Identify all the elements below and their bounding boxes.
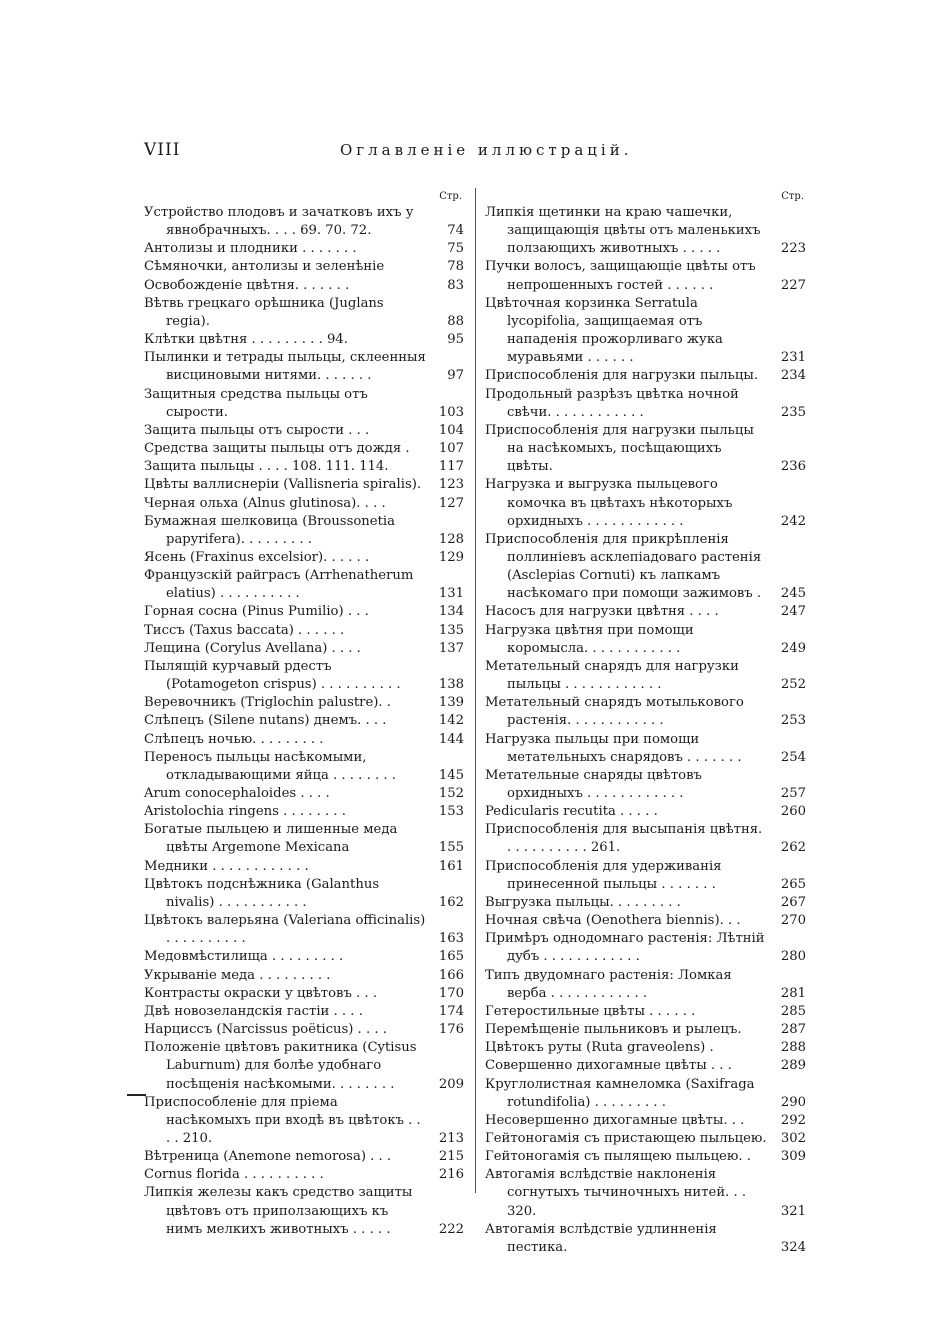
entry-title: Приспособленія для прикрѣпленія поллиніевъ асклепіадоваго растенія (Asclepias Cornuti) къ лапкамъ насѣкомаго при помощи зажимовъ .	[485, 531, 762, 602]
entry-title: Несовершенно дихогамные цвѣты. . .	[485, 1112, 745, 1128]
entry-title: Лещина (Corylus Avellana) . . . .	[144, 640, 361, 656]
entry-title: Метательный снарядъ мотылькового растенія. . . . . . . . . . . .	[485, 695, 744, 729]
entry-page: 292	[780, 1112, 806, 1128]
entry-page: 252	[780, 677, 806, 693]
entry-title: Приспособленія для нагрузки пыльцы.	[485, 368, 759, 384]
entry-title: Метательные снаряды цвѣтовъ орхидныхъ . . . . . . . . . . . .	[485, 767, 702, 801]
entry-page: 107	[438, 441, 464, 457]
entry-title: Положеніе цвѣтовъ ракитника (Cytisus Laburnum) для болѣе удобнаго посѣщенія насѣкомыми. . . . . . . .	[144, 1040, 417, 1092]
entry-title: Выгрузка пыльцы. . . . . . . . .	[485, 894, 681, 910]
entry-title: Примѣръ однодомнаго растенія: Лѣтній дубъ . . . . . . . . . . . .	[485, 931, 765, 965]
entry-page: 138	[438, 677, 464, 693]
entry-title: Arum conocephaloides . . . .	[144, 786, 330, 801]
entry-page: 152	[438, 786, 464, 801]
toc-entry	[485, 1057, 806, 1075]
entry-title: Укрываніе меда . . . . . . . . .	[144, 967, 331, 983]
page-number: VIII	[144, 140, 181, 160]
entry-title: Pedicularis recutita . . . . .	[485, 804, 658, 820]
toc-entry	[485, 386, 806, 422]
entry-title: Пучки волосъ, защищающіе цвѣты отъ непрошенныхъ гостей . . . . . .	[485, 259, 756, 293]
entry-page: 135	[438, 622, 464, 638]
toc-entry	[485, 531, 806, 604]
toc-entry	[485, 731, 806, 767]
entry-page: 270	[780, 913, 806, 929]
entry-title: Цвѣтокъ руты (Ruta graveolens) .	[485, 1040, 714, 1056]
toc-entry	[144, 640, 464, 658]
entry-title: Защита пыльцы отъ сырости . . .	[144, 422, 370, 438]
entry-page: 249	[780, 640, 806, 656]
page-header	[0, 140, 936, 162]
entry-page: 209	[438, 1076, 464, 1092]
toc-entry	[485, 367, 806, 385]
entry-title: Гетеростильные цвѣты . . . . . .	[485, 1003, 696, 1019]
entry-title: Средства защиты пыльцы отъ дождя .	[144, 441, 410, 457]
entry-page: 104	[438, 422, 464, 438]
entry-title: Метательный снарядъ для нагрузки пыльцы . . . . . . . . . . . .	[485, 658, 739, 693]
running-title: Оглавленіе иллюстрацій.	[340, 141, 633, 159]
entry-page: 234	[780, 368, 806, 384]
entry-title: Медники . . . . . . . . . . . .	[144, 858, 309, 874]
entry-page: 254	[780, 749, 806, 765]
toc-entry	[144, 549, 464, 567]
entry-title: Антолизы и плодники . . . . . . .	[144, 241, 357, 257]
entry-title: Совершенно дихогамные цвѣты . . .	[485, 1058, 732, 1074]
toc-entry	[144, 277, 464, 295]
toc-entry	[485, 1039, 806, 1057]
entry-title: Слѣпецъ (Silene nutans) днемъ. . . .	[144, 713, 387, 729]
toc-entry	[144, 349, 464, 385]
entry-page: 245	[780, 586, 806, 602]
toc-entry	[144, 803, 464, 821]
entry-page: 231	[780, 350, 806, 366]
toc-entry	[485, 295, 806, 368]
toc-entry	[144, 731, 464, 749]
toc-entry	[144, 1021, 464, 1039]
entry-page: 280	[780, 949, 806, 965]
entry-title: Богатые пыльцею и лишенные меда цвѣты Argemone Mexicana	[144, 822, 398, 856]
toc-entry	[485, 1003, 806, 1021]
entry-page: 134	[438, 604, 464, 620]
toc-entry	[485, 858, 806, 894]
toc-entry	[144, 295, 464, 331]
toc-entry	[485, 422, 806, 476]
entry-page: 267	[780, 894, 806, 910]
entry-page: 145	[438, 767, 464, 783]
entry-page: 166	[438, 967, 464, 983]
toc-entry	[144, 622, 464, 640]
toc-entry	[485, 930, 806, 966]
entry-page: 260	[780, 804, 806, 820]
toc-entry	[144, 458, 464, 476]
toc-entry	[485, 658, 806, 694]
toc-entry	[144, 1003, 464, 1021]
entry-page: 242	[780, 513, 806, 529]
toc-entry	[144, 948, 464, 966]
toc-entry	[144, 1094, 464, 1148]
entry-page: 153	[438, 804, 464, 820]
entry-page: 176	[438, 1022, 464, 1038]
toc-entry	[144, 858, 464, 876]
toc-entry	[144, 912, 464, 948]
entry-page: 139	[438, 695, 464, 711]
entry-page: 262	[780, 840, 806, 856]
entry-title: Горная сосна (Pinus Pumilio) . . .	[144, 604, 369, 620]
toc-entry	[144, 712, 464, 730]
entry-title: Насосъ для нагрузки цвѣтня . . . .	[485, 604, 719, 620]
entry-title: Пылящій курчавый рдестъ (Potamogeton crispus) . . . . . . . . . .	[144, 658, 401, 693]
entry-title: Защита пыльцы . . . . 108. 111. 114.	[144, 459, 389, 475]
entry-page: 161	[438, 858, 464, 874]
entry-page: 131	[438, 586, 464, 602]
toc-entry	[144, 495, 464, 513]
toc-entry	[485, 622, 806, 658]
toc-entry	[144, 876, 464, 912]
entry-title: Французскій райграсъ (Arrhenatherum elatius) . . . . . . . . . .	[144, 568, 414, 602]
entry-page: 117	[438, 459, 464, 475]
entry-title: Приспособленіе для пріема насѣкомыхъ при входѣ въ цвѣтокъ . . . . 210.	[144, 1094, 421, 1146]
right-page-label: Стр.	[781, 191, 804, 202]
toc-entry	[485, 1076, 806, 1112]
entry-title: Переносъ пыльцы насѣкомыми, откладывающими яйца . . . . . . . .	[144, 749, 396, 783]
toc-entry	[144, 967, 464, 985]
entry-title: Устройство плодовъ и зачатковъ ихъ у явнобрачныхъ. . . . 69. 70. 72.	[144, 205, 414, 239]
entry-page: 174	[438, 1003, 464, 1019]
toc-entry	[485, 803, 806, 821]
entry-title: Пылинки и тетрады пыльцы, склеенныя висциновыми нитями. . . . . . .	[144, 350, 426, 384]
entry-title: Цвѣтокъ валерьяна (Valeriana officinalis) . . . . . . . . . .	[144, 913, 426, 947]
entry-page: 236	[780, 459, 806, 475]
entry-page: 123	[438, 477, 464, 493]
entry-title: Нагрузка и выгрузка пыльцевого комочка въ цвѣтахъ нѣкоторыхъ орхидныхъ . . . . . . . . . . . .	[485, 477, 733, 529]
entry-title: Контрасты окраски у цвѣтовъ . . .	[144, 985, 378, 1001]
entry-page: 289	[780, 1058, 806, 1074]
toc-entry	[144, 567, 464, 603]
entry-title: Двѣ новозеландскія гастіи . . . .	[144, 1003, 363, 1019]
toc-entry	[144, 785, 464, 803]
entry-title: Вѣтвь грецкаго орѣшника (Juglans regia).	[144, 295, 384, 329]
toc-entry	[485, 912, 806, 930]
entry-page: 128	[438, 531, 464, 547]
toc-entry	[144, 440, 464, 458]
entry-page: 78	[447, 259, 464, 275]
entry-page: 127	[438, 495, 464, 511]
entry-title: Липкія щетинки на краю чашечки, защищающія цвѣты отъ маленькихъ ползающихъ животныхъ . . . . .	[485, 205, 761, 257]
toc-entry	[485, 1112, 806, 1130]
entry-page: 144	[438, 731, 464, 747]
toc-entry	[485, 603, 806, 621]
entry-title: Липкія железы какъ средство защиты цвѣтовъ отъ приползающихъ къ нимъ мелкихъ животныхъ . . . . .	[144, 1185, 413, 1237]
toc-entry	[485, 1166, 806, 1220]
column-divider	[475, 188, 476, 1193]
entry-page: 170	[438, 985, 464, 1001]
entry-title: Цвѣточная корзинка Serratula lycopifolia, защищаемая отъ нападенія прожорливаго жука муравьями . . . . . .	[485, 295, 723, 366]
toc-entry	[485, 1148, 806, 1166]
toc-entry	[485, 1130, 806, 1148]
toc-entry	[144, 422, 464, 440]
entry-title: Нарциссъ (Narcissus poëticus) . . . .	[144, 1022, 387, 1038]
entry-title: Приспособленія для нагрузки пыльцы на насѣкомыхъ, посѣщающихъ цвѣты.	[485, 422, 754, 475]
entry-title: Сѣмяночки, антолизы и зеленѣніе	[144, 259, 385, 275]
entry-page: 83	[447, 277, 464, 293]
entry-page: 88	[447, 313, 464, 329]
entry-page: 247	[780, 604, 806, 620]
entry-page: 155	[438, 840, 464, 856]
entry-title: Тиссъ (Taxus baccata) . . . . . .	[144, 622, 345, 638]
entry-page: 74	[447, 223, 464, 239]
entry-title: Защитныя средства пыльцы отъ сырости.	[144, 386, 368, 420]
entry-title: Вѣтреница (Anemone nemorosa) . . .	[144, 1149, 392, 1165]
entry-page: 257	[780, 786, 806, 801]
toc-entry	[144, 331, 464, 349]
entry-page: 216	[438, 1167, 464, 1183]
entry-page: 287	[780, 1022, 806, 1038]
entry-title: Гейтоногамія съ пылящею пыльцею. .	[485, 1149, 751, 1165]
entry-page: 290	[780, 1094, 806, 1110]
entry-page: 137	[438, 640, 464, 656]
entry-title: Нагрузка пыльцы при помощи метательныхъ снарядовъ . . . . . . .	[485, 731, 742, 765]
entry-page: 75	[447, 241, 464, 257]
entry-page: 324	[780, 1239, 806, 1255]
entry-title: Приспособленія для высыпанія цвѣтня. . . . . . . . . . . 261.	[485, 822, 763, 856]
toc-entry	[144, 476, 464, 494]
entry-title: Типъ двудомнаго растенія: Ломкая верба . . . . . . . . . . . .	[485, 967, 732, 1001]
toc-entry	[485, 821, 806, 857]
entry-page: 309	[780, 1149, 806, 1165]
entry-page: 321	[780, 1203, 806, 1219]
entry-title: Нагрузка цвѣтня при помощи коромысла. . . . . . . . . . . .	[485, 622, 694, 656]
toc-entry	[485, 258, 806, 294]
toc-entry	[485, 1021, 806, 1039]
entry-title: Веревочникъ (Triglochin palustre). .	[144, 695, 391, 711]
entry-page: 162	[438, 894, 464, 910]
entry-title: Гейтоногамія съ пристающею пыльцею.	[485, 1130, 767, 1146]
toc-entry	[485, 967, 806, 1003]
entry-page: 97	[447, 368, 464, 384]
entry-page: 288	[780, 1040, 806, 1056]
entry-page: 95	[447, 332, 464, 348]
toc-entry	[144, 985, 464, 1003]
toc-entry	[144, 749, 464, 785]
entry-page: 227	[780, 277, 806, 293]
entry-title: Черная ольха (Alnus glutinosa). . . .	[144, 495, 386, 511]
left-page-label: Стр.	[439, 191, 462, 202]
entry-title: Ночная свѣча (Oenothera biennis). . .	[485, 913, 741, 929]
entry-title: Перемѣщеніе пыльниковъ и рылецъ.	[485, 1022, 742, 1038]
entry-title: Круглолистная камнеломка (Saxifraga rotundifolia) . . . . . . . . .	[485, 1076, 755, 1110]
entry-title: Бумажная шелковица (Broussonetia papyrifera). . . . . . . . .	[144, 513, 395, 547]
entry-page: 235	[780, 404, 806, 420]
entry-page: 213	[438, 1130, 464, 1146]
toc-entry	[144, 1039, 464, 1093]
toc-entry	[144, 240, 464, 258]
entry-page: 281	[780, 985, 806, 1001]
entry-page: 163	[438, 931, 464, 947]
entry-page: 165	[438, 949, 464, 965]
entry-page: 215	[438, 1149, 464, 1165]
toc-entry	[144, 258, 464, 276]
toc-entry	[144, 694, 464, 712]
toc-entry	[144, 513, 464, 549]
entry-page: 265	[780, 876, 806, 892]
left-column	[144, 190, 464, 1239]
toc-entry	[144, 1148, 464, 1166]
toc-entry	[485, 1221, 806, 1257]
toc-entry	[485, 894, 806, 912]
entry-title: Слѣпецъ ночью. . . . . . . . .	[144, 731, 324, 747]
toc-entry	[485, 204, 806, 258]
toc-entry	[485, 767, 806, 803]
toc-entry	[144, 821, 464, 857]
toc-entry	[144, 1184, 464, 1238]
toc-entry	[144, 204, 464, 240]
entry-title: Цвѣты валлиснеріи (Vallisneria spiralis).	[144, 477, 422, 493]
entry-title: Цвѣтокъ подснѣжника (Galanthus nivalis) . . . . . . . . . . .	[144, 876, 380, 910]
toc-entry	[144, 658, 464, 694]
entry-page: 285	[780, 1003, 806, 1019]
entry-title: Автогамія вслѣдствіе удлинненія пестика.	[485, 1221, 717, 1255]
entry-page: 223	[780, 241, 806, 257]
entry-page: 129	[438, 549, 464, 565]
entry-page: 253	[780, 713, 806, 729]
toc-entry	[144, 1166, 464, 1184]
toc-entry	[485, 694, 806, 730]
entry-title: Освобожденіе цвѣтня. . . . . . .	[144, 277, 350, 293]
toc-entry	[144, 603, 464, 621]
entry-title: Продольный разрѣзъ цвѣтка ночной свѣчи. . . . . . . . . . . .	[485, 386, 739, 420]
entry-title: Медовмѣстилища . . . . . . . . .	[144, 949, 344, 965]
toc-entry	[144, 386, 464, 422]
right-column	[485, 190, 806, 1257]
entry-page: 103	[438, 404, 464, 420]
entry-page: 142	[438, 713, 464, 729]
entry-title: Автогамія вслѣдствіе наклоненія согнутыхъ тычиночныхъ нитей. . . 320.	[485, 1167, 747, 1219]
entry-title: Приспособленія для удерживанія принесенной пыльцы . . . . . . .	[485, 858, 722, 892]
entry-page: 302	[780, 1130, 806, 1146]
toc-entry	[485, 476, 806, 530]
entry-title: Ясень (Fraxinus excelsior). . . . . .	[144, 549, 370, 565]
entry-title: Клѣтки цвѣтня . . . . . . . . . 94.	[144, 332, 348, 348]
entry-page: 222	[438, 1221, 464, 1237]
entry-title: Cornus florida . . . . . . . . . .	[144, 1167, 324, 1183]
entry-title: Aristolochia ringens . . . . . . . .	[144, 804, 346, 820]
